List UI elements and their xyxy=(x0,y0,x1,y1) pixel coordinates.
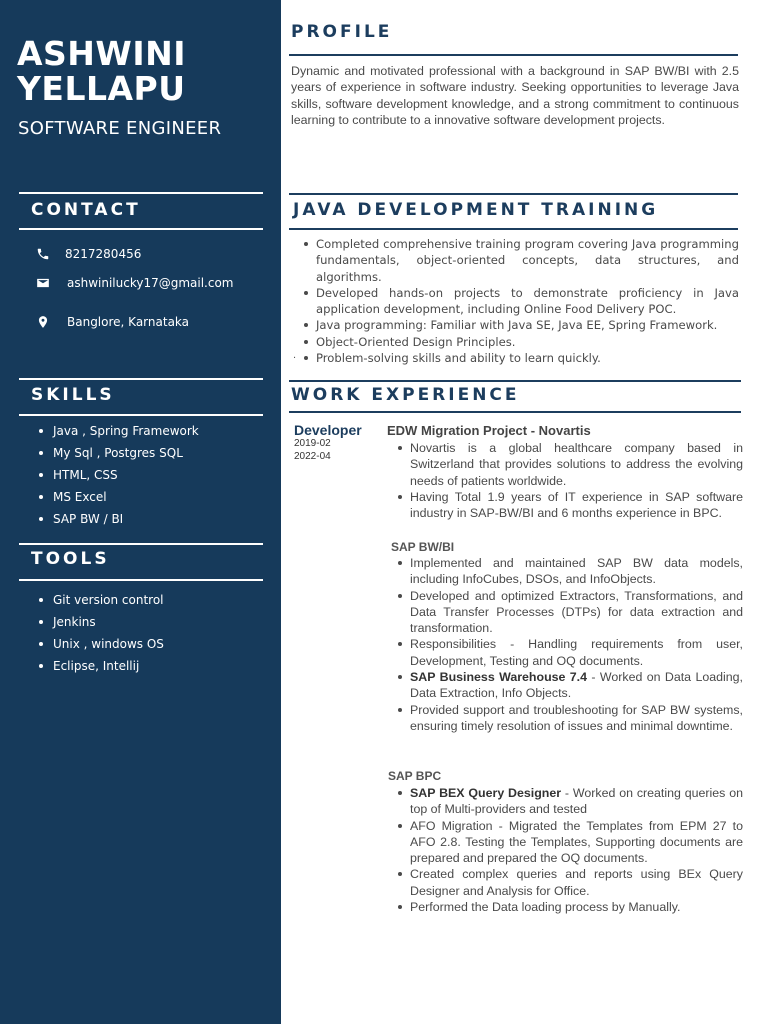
list-item: MS Excel xyxy=(38,489,199,511)
contact-heading: CONTACT xyxy=(19,192,263,230)
training-divider-bottom xyxy=(289,228,738,230)
list-item: Problem-solving skills and ability to learn quickly. xyxy=(298,350,739,366)
sap-bw-heading: SAP BW/BI xyxy=(391,540,455,554)
list-item: Object-Oriented Design Principles. xyxy=(298,334,739,350)
list-item: Performed the Data loading process by Manually. xyxy=(392,899,743,915)
location-pin-icon xyxy=(36,315,50,329)
list-item: Provided support and troubleshooting for SAP BW systems, ensuring timely resolution of issues and minimal downtime. xyxy=(392,702,743,735)
sap-bw-list xyxy=(392,555,743,734)
job-title: SOFTWARE ENGINEER xyxy=(18,118,222,139)
training-list xyxy=(298,236,739,366)
tools-list xyxy=(38,592,164,680)
list-item: Implemented and maintained SAP BW data models, including InfoCubes, DSOs, and InfoObjects. xyxy=(392,555,743,588)
job-dates xyxy=(294,437,331,463)
list-item: AFO Migration - Migrated the Templates from EPM 27 to AFO 2.8. Testing the Templates, Supporting documents are prepared and prepared the OQ documents. xyxy=(392,818,743,867)
profile-divider xyxy=(289,54,738,56)
work-divider-bottom xyxy=(289,411,741,413)
trailing-mark: . xyxy=(293,349,297,361)
contact-location xyxy=(36,315,189,329)
contact-email xyxy=(36,276,234,290)
skills-heading: SKILLS xyxy=(19,378,263,416)
project-intro-list xyxy=(392,440,743,521)
profile-heading: PROFILE xyxy=(291,22,393,42)
list-item: Novartis is a global healthcare company based in Switzerland that provides solutions to address the evolving needs of patients worldwide. xyxy=(392,440,743,489)
list-item: Developed hands-on projects to demonstrate proficiency in Java application development, including Online Food Delivery POC. xyxy=(298,285,739,318)
phone-icon xyxy=(36,247,50,261)
list-item: Java programming: Familiar with Java SE, Java EE, Spring Framework. xyxy=(298,317,739,333)
training-heading: JAVA DEVELOPMENT TRAINING xyxy=(293,200,659,220)
list-item: Git version control xyxy=(38,592,164,614)
sidebar xyxy=(0,0,281,1024)
job-role: Developer xyxy=(294,422,362,438)
profile-text: Dynamic and motivated professional with a background in SAP BW/BI with 2.5 years of experience in software industry. Seeking opportunities to leverage Java skills, software development knowledge, and a strong commitment to continuous learning to contribute to a innovative software development projects. xyxy=(291,64,739,127)
list-item: Developed and optimized Extractors, Transformations, and Data Transfer Processes (DTPs) for data extraction and transformation. xyxy=(392,588,743,637)
tools-heading: TOOLS xyxy=(19,543,263,581)
candidate-name: ASHWINI YELLAPU xyxy=(17,34,186,108)
work-heading: WORK EXPERIENCE xyxy=(291,385,520,405)
job-end-date: 2022-04 xyxy=(294,451,331,462)
list-item: Created complex queries and reports using BEx Query Designer and Analysis for Office. xyxy=(392,866,743,899)
work-divider-top xyxy=(289,380,741,382)
list-item: Responsibilities - Handling requirements from user, Development, Testing and OQ documents. xyxy=(392,636,743,669)
list-item: SAP Business Warehouse 7.4 - Worked on Data Loading, Data Extraction, Info Objects. xyxy=(392,669,743,702)
list-item: My Sql , Postgres SQL xyxy=(38,445,199,467)
list-item: HTML, CSS xyxy=(38,467,199,489)
location-text: Banglore, Karnataka xyxy=(67,315,190,329)
sap-bpc-heading: SAP BPC xyxy=(388,769,442,783)
skills-list xyxy=(38,423,199,533)
training-divider-top xyxy=(289,193,738,195)
email-address[interactable]: ashwinilucky17@gmail.com xyxy=(67,276,234,290)
project-title: EDW Migration Project - Novartis xyxy=(387,423,591,438)
phone-number[interactable]: 8217280456 xyxy=(65,247,142,261)
mail-icon xyxy=(36,276,50,290)
job-start-date: 2019-02 xyxy=(294,438,331,449)
list-item: Eclipse, Intellij xyxy=(38,658,164,680)
sap-bpc-list xyxy=(392,785,743,915)
list-item: SAP BEX Query Designer - Worked on creating queries on top of Multi-providers and tested xyxy=(392,785,743,818)
contact-phone xyxy=(36,247,141,261)
list-item: Completed comprehensive training program covering Java programming fundamentals, object-oriented concepts, data structures, and algorithms. xyxy=(298,236,739,285)
list-item: Having Total 1.9 years of IT experience in SAP software industry in SAP-BW/BI and 6 months experience in BPC. xyxy=(392,489,743,522)
list-item: Jenkins xyxy=(38,614,164,636)
list-item: Unix , windows OS xyxy=(38,636,164,658)
list-item: SAP BW / BI xyxy=(38,511,199,533)
list-item: Java , Spring Framework xyxy=(38,423,199,445)
